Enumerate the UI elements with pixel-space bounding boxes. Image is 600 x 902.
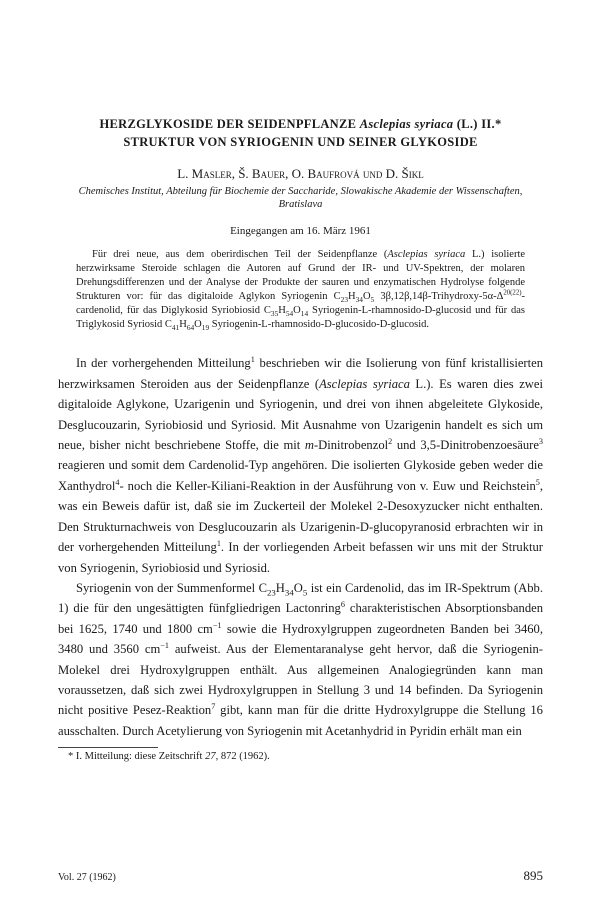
footnote-ref: 7 — [211, 702, 216, 712]
title-line1-suffix: (L.) II.* — [453, 117, 502, 131]
page-number: 895 — [523, 868, 543, 883]
article-title — [58, 115, 543, 151]
affiliation: Chemisches Institut, Abteilung für Biochemie der Saccharide, Slowakische Akademie der Wissenschaften, Bratislava — [78, 186, 523, 210]
title-species: Asclepias syriaca — [359, 117, 454, 131]
footnote-ref: 5 — [535, 477, 540, 487]
footnote-ref: 2 — [388, 436, 393, 446]
footnote-ref: 1 — [250, 355, 255, 365]
body-paragraph-1: In der vorhergehenden Mitteilung$^1$ beschrieben wir die Isolierung von fünf kristallisierten herzwirksamen Steroiden aus der Seidenpflanze (Asclepias syriaca L.). Es waren dies zwei digitaloide Aglykone, Uzarigenin und Syriogenin, und drei von ihnen abgeleitete Glykoside, Desglucouzarin, Syriobiosid und Syriosid. Mit Ausnahme von Uzarigenin handelt es sich um neue, bisher nicht beschriebene Stoffe, die mit m-Dinitrobenzol$^2$ und 3,5-Dinitrobenzoesäure$^3$ reagieren und somit dem Cardenolid-Typ angehören. Die isolierten Glykoside geben weder die Xanthydrol$^4$- noch die Keller-Kiliani-Reaktion in der Ausführung von v. Euw und Reichstein$^5$, was ein Beweis dafür ist, daß sie im Zuckerteil der Molekel 2-Desoxyzucker nicht enthalten. Den Strukturnachweis von Desglucouzarin als Uzarigenin-D-glucopyranosid erbrachten wir in der vorhergehenden Mitteilung$^1$. In der vorliegenden Arbeit befassen wir uns mit der Struktur von Syriogenin, Syriobiosid und Syriosid. — [58, 355, 543, 575]
abstract: Für drei neue, aus dem oberirdischen Teil der Seidenpflanze (Asclepias syriaca L.) isolierte herzwirksame Steroide schlagen die Autoren auf Grund der IR- und UV-Spektren, der molaren Drehungsdifferenzen und der Analyse der Produkte der sauren und enzymatischen Hydrolyse folgende Strukturen vor: für das digitaloide Aglykon Syriogenin $C_{23}H_{34}O_5$ $3\beta,12\beta,14\beta-Trihydroxy-5\alpha-\Delta^{20(22)}$-cardenolid, für das Diglykosid Syriobiosid $C_{35}H_{54}O_{14}$ Syriogenin-L-rhamnosido-D-glucosid und für das Triglykosid Syriosid $C_{41}H_{64}O_{19}$ Syriogenin-L-rhamnosido-D-glucosido-D-glucosid. — [76, 249, 526, 332]
received-date: Eingegangen am 16. März 1961 — [230, 225, 371, 237]
body-text — [58, 353, 543, 741]
footnote-ref: 1 — [216, 538, 221, 548]
author-list: L. Masler, Š. Bauer, O. Baufrová und D. Šikl — [177, 166, 424, 181]
title-line2: STRUKTUR VON SYRIOGENIN UND SEINER GLYKOSIDE — [123, 135, 478, 149]
title-line1-prefix: HERZGLYKOSIDE DER SEIDENPFLANZE — [99, 117, 360, 131]
page-footer — [58, 868, 543, 884]
article-page — [58, 115, 543, 762]
footnote: * I. Mitteilung: diese Zeitschrift 27, 872 (1962). — [68, 751, 270, 763]
footnote-divider — [58, 747, 158, 748]
journal-volume: Vol. 27 (1962) — [58, 872, 116, 883]
footnote-ref: 4 — [115, 477, 120, 487]
footnote-ref: 6 — [340, 600, 345, 610]
body-paragraph-2: Syriogenin von der Summenformel $C_{23}H_{34}O_5$ ist ein Cardenolid, das im IR-Spektrum (Abb. 1) die für den ungesättigten fünfgliedrigen Lactonring$^6$ charakteristischen Absorptionsbanden bei 1625, 1740 und 1800 $cm^{-1}$ sowie die Hydroxylgruppen zugeordneten Banden bei 3460, 3480 und 3560 $cm^{-1}$ aufweist. Aus der Elementaranalyse geht hervor, daß die Syriogenin-Molekel drei Hydroxylgruppen enthält. Aus allgemeinen Analogiegründen kann man voraussetzen, daß sich zwei Hydroxylgruppen in Stellung 3 und 14 befinden. Da Syriogenin nicht positive Pesez-Reaktion$^7$ gibt, kann man für die dritte Hydroxylgruppe die Stellung 16 ausschalten. Durch Acetylierung von Syriogenin mit Acetanhydrid in Pyridin erhält man ein — [58, 580, 543, 738]
footnote-ref: 3 — [538, 436, 543, 446]
